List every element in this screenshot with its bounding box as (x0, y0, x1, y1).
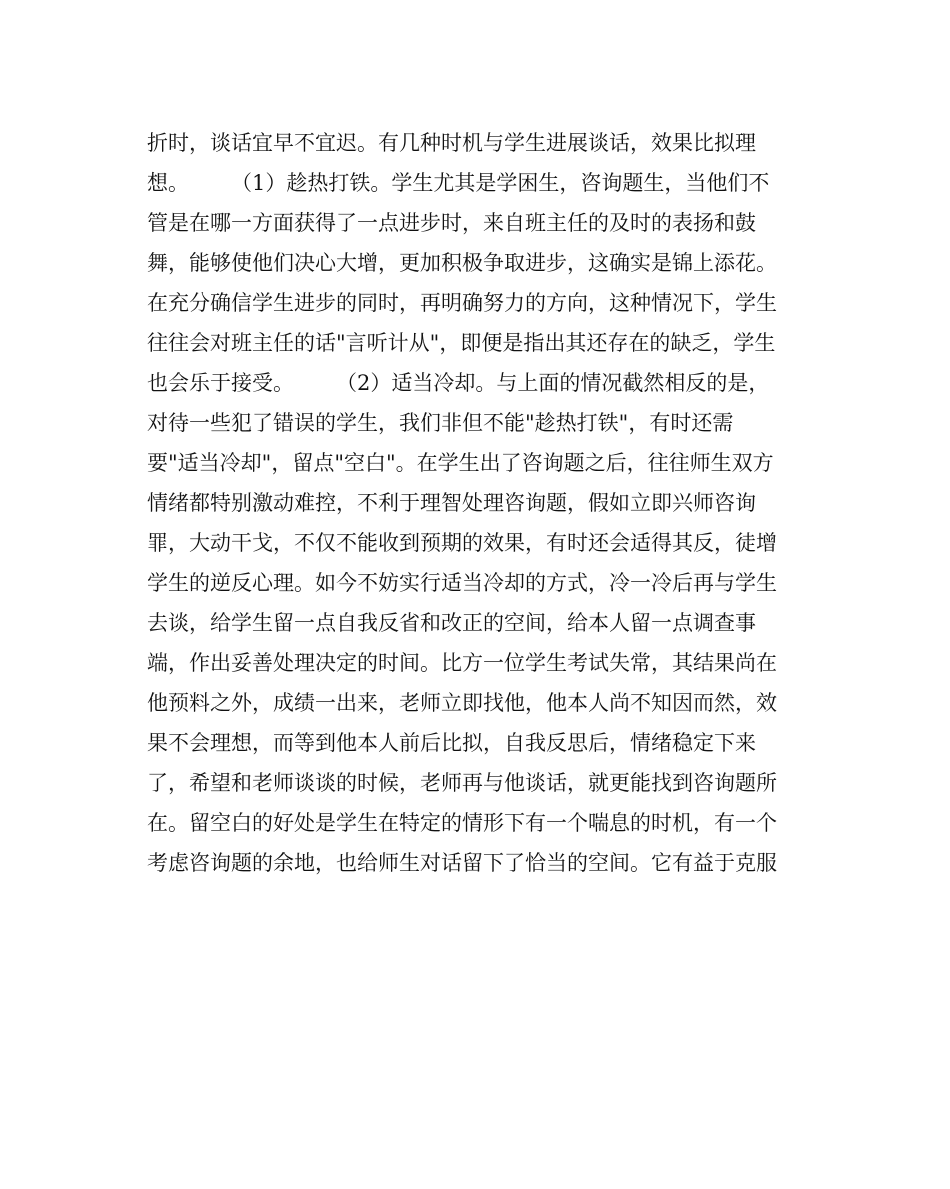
text-line: 想。 （1）趁热打铁。学生尤其是学困生，咨询题生，当他们不 (147, 171, 770, 195)
text-line: 考虑咨询题的余地，也给师生对话留下了恰当的空间。它有益于克服 (147, 851, 777, 875)
text-line: 他预料之外，成绩一出来，老师立即找他，他本人尚不知因而然，效 (147, 691, 777, 715)
text-line: 端，作出妥善处理决定的时间。比方一位学生考试失常，其结果尚在 (147, 651, 777, 675)
text-line: 也会乐于接受。 （2）适当冷却。与上面的情况截然相反的是， (147, 371, 770, 395)
text-line: 学生的逆反心理。如今不妨实行适当冷却的方式，冷一冷后再与学生 (147, 571, 777, 595)
text-line: 在。留空白的好处是学生在特定的情形下有一个喘息的时机，有一个 (147, 811, 777, 835)
text-line: 对待一些犯了错误的学生，我们非但不能"趁热打铁"，有时还需 (147, 411, 734, 435)
text-line: 了，希望和老师谈谈的时候，老师再与他谈话，就更能找到咨询题所 (147, 771, 777, 795)
text-line: 去谈，给学生留一点自我反省和改正的空间，给本人留一点调查事 (147, 611, 756, 635)
text-line: 往往会对班主任的话"言听计从"，即便是指出其还存在的缺乏，学生 (147, 331, 776, 355)
text-line: 管是在哪一方面获得了一点进步时，来自班主任的及时的表扬和鼓 (147, 211, 756, 235)
text-line: 罪，大动干戈，不仅不能收到预期的效果，有时还会适得其反，徒增 (147, 531, 777, 555)
text-line: 舞，能够使他们决心大增，更加积极争取进步，这确实是锦上添花。 (147, 251, 777, 275)
text-line: 在充分确信学生进步的同时，再明确努力的方向，这种情况下，学生 (147, 291, 777, 315)
text-line: 情绪都特别激动难控，不利于理智处理咨询题，假如立即兴师咨询 (147, 491, 756, 515)
body-text (147, 123, 807, 883)
text-line: 要"适当冷却"，留点"空白"。在学生出了咨询题之后，往往师生双方 (147, 451, 774, 475)
text-line: 折时，谈话宜早不宜迟。有几种时机与学生进展谈话，效果比拟理 (147, 131, 756, 155)
text-line: 果不会理想，而等到他本人前后比拟，自我反思后，情绪稳定下来 (147, 731, 756, 755)
